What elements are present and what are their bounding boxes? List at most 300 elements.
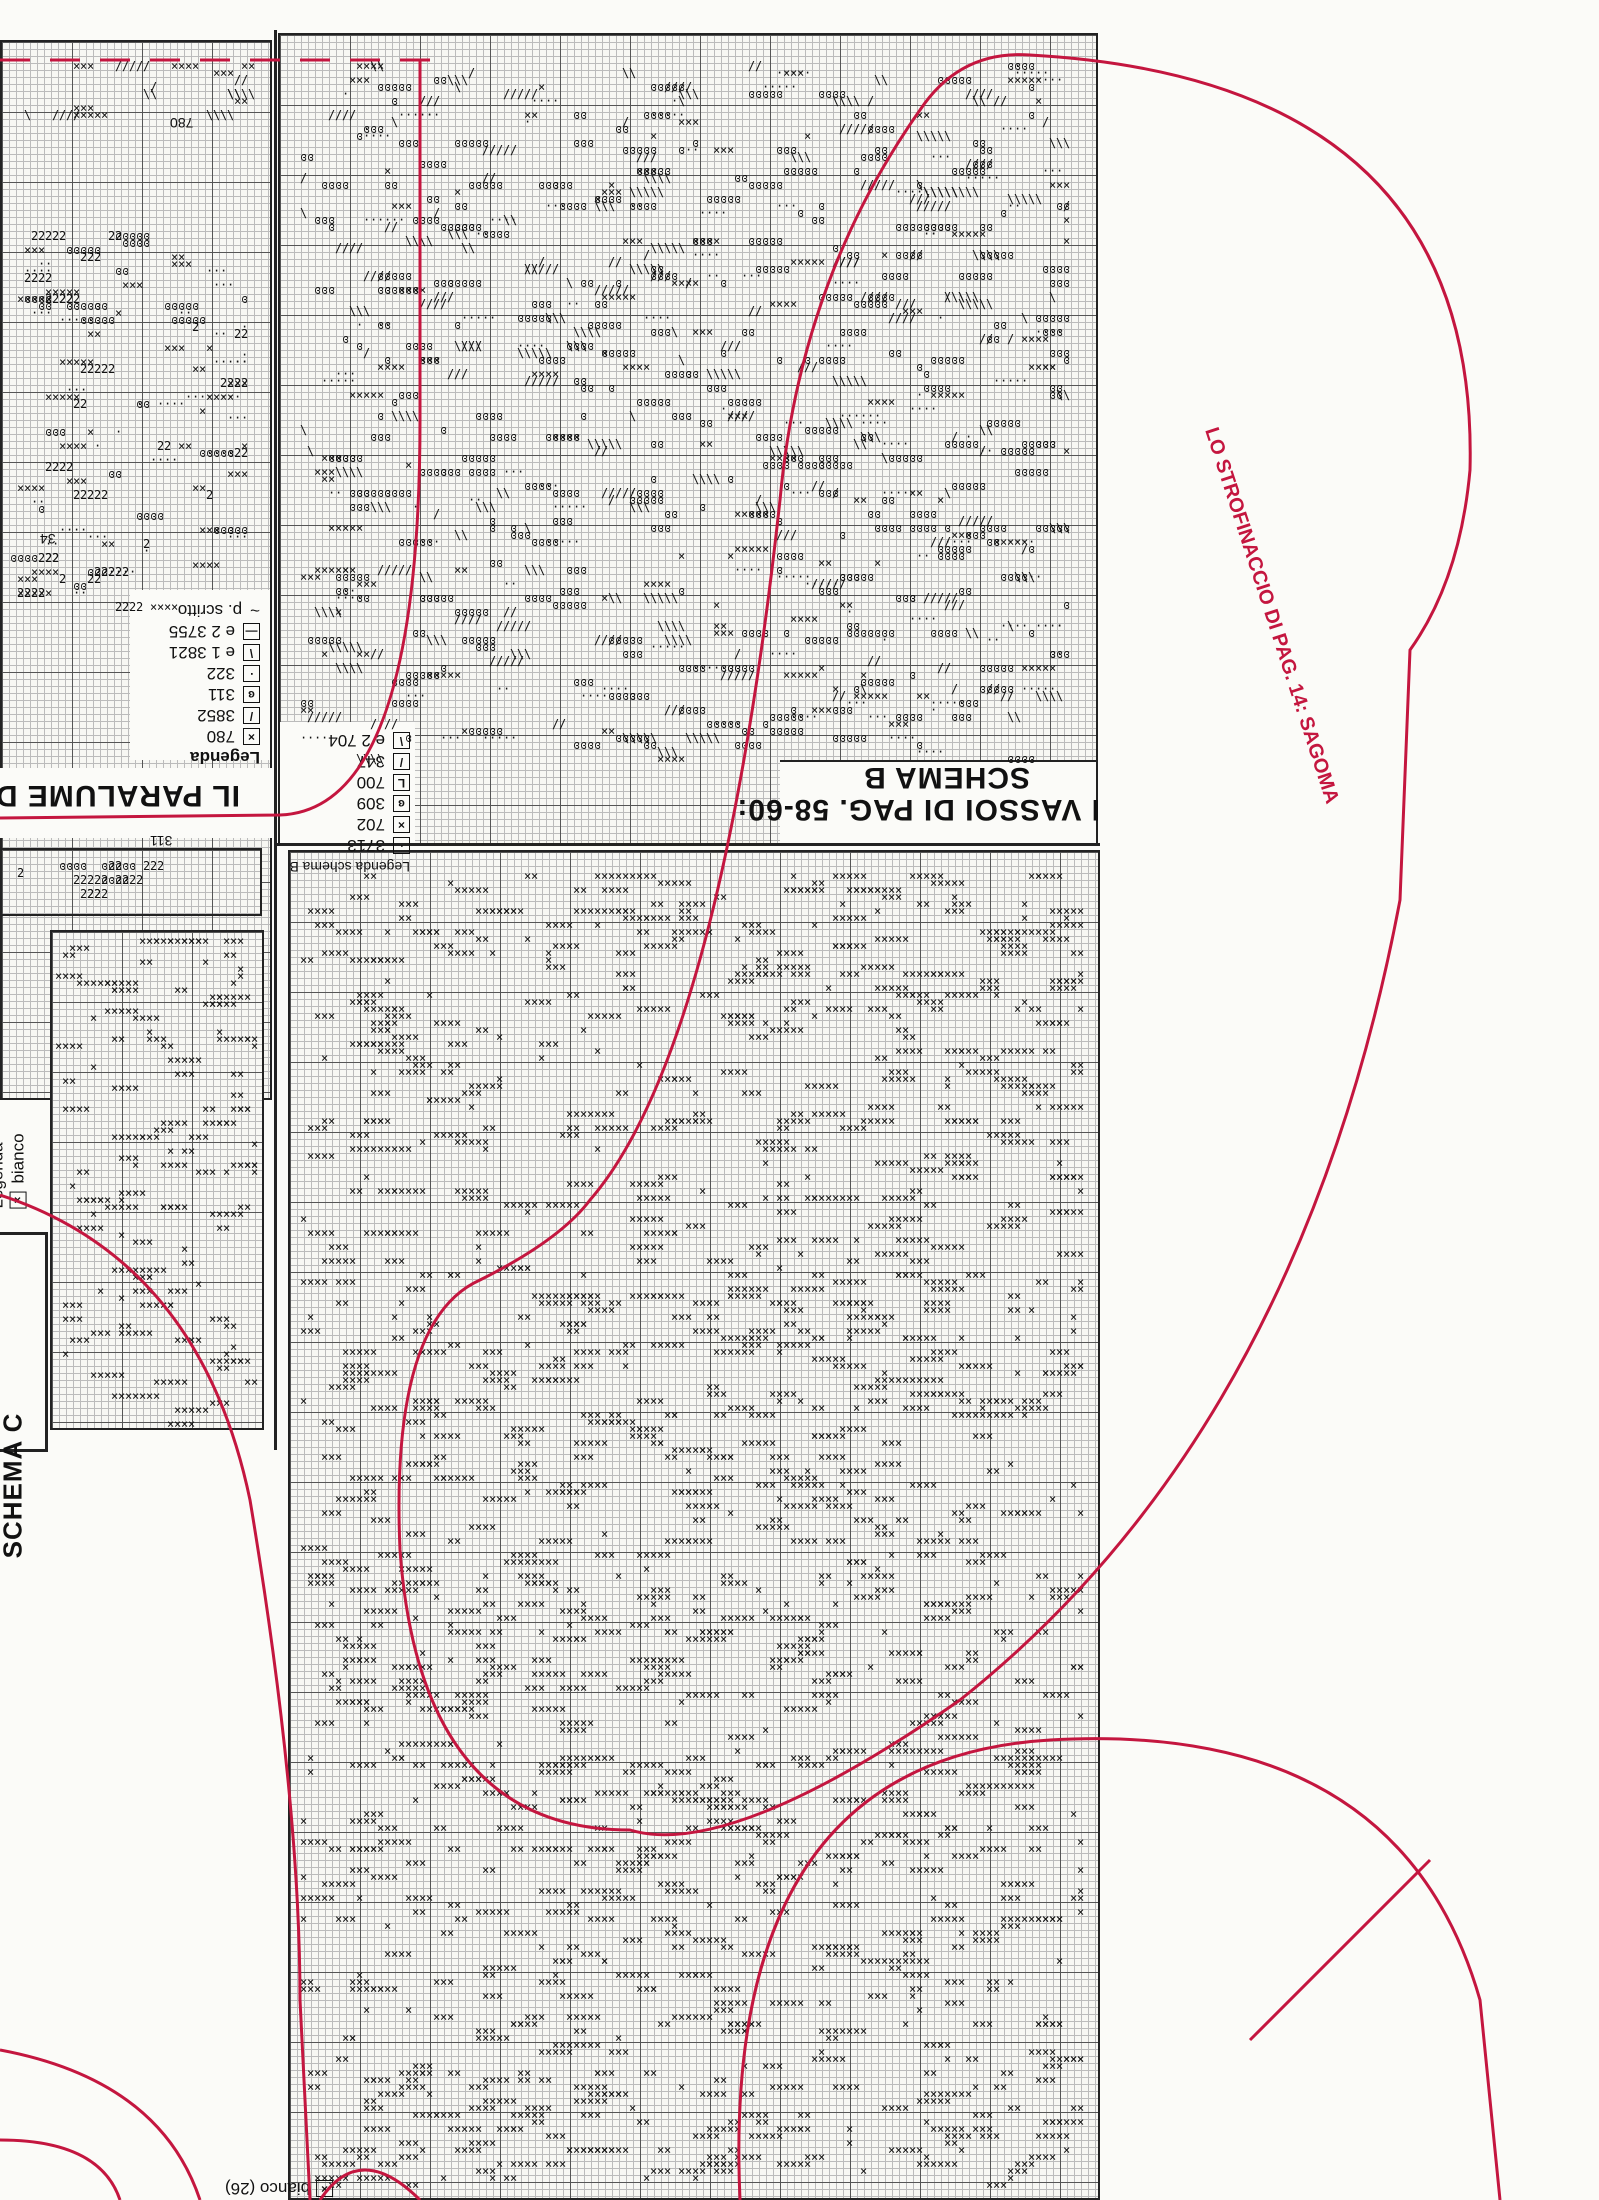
stitch-symbol: ɞ [1042,466,1049,478]
stitch-symbol: × [468,1192,475,1204]
stitch-symbol: × [937,1241,944,1253]
stitch-symbol: × [566,431,573,443]
stitch-symbol: × [622,1346,629,1358]
stitch-symbol: × [517,1556,524,1568]
stitch-symbol: × [1007,1304,1014,1316]
stitch-symbol: × [755,1521,762,1533]
stitch-symbol: × [1049,1591,1056,1603]
stitch-symbol: × [1021,947,1028,959]
stitch-symbol: × [797,1612,804,1624]
stitch-symbol: / [496,144,503,156]
stitch-symbol: / [1063,200,1070,212]
stitch-symbol: × [573,1633,580,1645]
stitch-symbol: ɞ [944,354,951,366]
stitch-symbol: × [804,1325,811,1337]
stitch-symbol: × [426,1094,433,1106]
stitch-symbol: × [559,1976,566,1988]
stitch-symbol: × [629,1892,636,1904]
stitch-symbol: × [349,74,356,86]
stitch-symbol: × [699,1969,706,1981]
stitch-symbol: ɞ [384,284,391,296]
stitch-symbol: × [874,884,881,896]
stitch-symbol: × [503,1787,510,1799]
stitch-symbol: \ [944,291,951,303]
stitch-symbol: \ [503,487,510,499]
stitch-symbol: × [398,1031,405,1043]
stitch-symbol: × [671,1073,678,1085]
stitch-symbol: × [783,1297,790,1309]
stitch-symbol: / [426,298,433,310]
stitch-symbol: × [874,1990,881,2002]
stitch-symbol: · [930,151,937,163]
stitch-symbol: × [783,1654,790,1666]
stitch-symbol: × [811,1283,818,1295]
stitch-symbol: × [468,1395,475,1407]
stitch-symbol: × [986,2109,993,2121]
stitch-symbol: × [685,1500,692,1512]
stitch-symbol: × [1049,1136,1056,1148]
stitch-symbol: × [615,1885,622,1897]
stitch-symbol: ɞ [769,179,776,191]
stitch-symbol: × [601,1626,608,1638]
stitch-symbol: · [699,207,706,219]
stitch-symbol: × [839,912,846,924]
stitch-symbol: × [566,1486,573,1498]
stitch-symbol: ɞ [769,508,776,520]
stitch-symbol: ɞ [944,550,951,562]
stitch-symbol: × [454,1395,461,1407]
stitch-symbol: ɞ [734,662,741,674]
stitch-symbol: / [391,221,398,233]
stitch-symbol: × [734,1066,741,1078]
stitch-symbol: × [1028,333,1035,345]
stitch-symbol: / [552,263,559,275]
stitch-symbol: ɞ [930,627,937,639]
stitch-symbol: ɞ [839,354,846,366]
stitch-symbol: × [517,1822,524,1834]
stitch-symbol: / [874,291,881,303]
stitch-symbol: × [937,1731,944,1743]
stitch-symbol: × [958,1997,965,2009]
stitch-symbol: × [363,74,370,86]
stitch-symbol: × [965,1115,972,1127]
stitch-symbol: × [580,1178,587,1190]
stitch-symbol: · [1049,683,1056,695]
stitch-symbol: × [853,1941,860,1953]
stitch-symbol: \ [524,263,531,275]
stitch-symbol: ɞ [419,592,426,604]
stitch-symbol: · [923,403,930,415]
stitch-symbol: × [461,1703,468,1715]
stitch-symbol: × [923,1710,930,1722]
stitch-symbol: ɞ [384,284,391,296]
stitch-symbol: × [608,186,615,198]
stitch-symbol: × [475,1584,482,1596]
stitch-symbol: ɞ [979,270,986,282]
stitch-symbol: × [909,1836,916,1848]
stitch-symbol: \ [1049,522,1056,534]
stitch-symbol: × [482,1136,489,1148]
stitch-symbol: × [517,1262,524,1274]
stitch-symbol: × [755,508,762,520]
stitch-symbol: ɞ [636,165,643,177]
stitch-symbol: × [300,1276,307,1288]
stitch-symbol: · [391,214,398,226]
stitch-symbol: × [377,1402,384,1414]
stitch-symbol: × [986,1052,993,1064]
stitch-symbol: × [776,1612,783,1624]
stitch-symbol: \ [629,263,636,275]
stitch-symbol: ɞ [867,431,874,443]
stitch-symbol: ɞ [405,697,412,709]
stitch-symbol: ɞ [650,522,657,534]
stitch-symbol: × [741,2025,748,2037]
stitch-symbol: × [573,1486,580,1498]
stitch-symbol: × [468,1696,475,1708]
stitch-symbol: / [944,200,951,212]
stitch-symbol: × [958,2144,965,2156]
stitch-symbol: \ [839,95,846,107]
stitch-symbol: · [1014,60,1021,72]
stitch-symbol: × [790,1871,797,1883]
stitch-symbol: × [377,1472,384,1484]
stitch-symbol: × [503,905,510,917]
stitch-symbol: × [587,1612,594,1624]
stitch-symbol: × [349,1493,356,1505]
stitch-symbol: \ [692,732,699,744]
stitch-symbol: × [958,1598,965,1610]
stitch-symbol: ɞ [433,74,440,86]
stitch-symbol: × [384,1605,391,1617]
stitch-symbol: × [825,1353,832,1365]
stitch-symbol: × [608,884,615,896]
stitch-symbol: × [1077,1605,1084,1617]
stitch-symbol: · [545,200,552,212]
stitch-symbol: × [587,1843,594,1855]
stitch-symbol: × [720,1346,727,1358]
stitch-symbol: × [916,1234,923,1246]
stitch-symbol: × [832,1500,839,1512]
stitch-symbol: × [510,2018,517,2030]
stitch-symbol: ɞ [671,81,678,93]
stitch-symbol: ɞ [342,571,349,583]
stitch-symbol: × [916,1927,923,1939]
stitch-symbol: × [398,1836,405,1848]
stitch-symbol: × [755,2116,762,2128]
stitch-symbol: × [944,2137,951,2149]
stitch-symbol: ɞ [650,109,657,121]
stitch-symbol: \ [1014,571,1021,583]
stitch-symbol: × [412,1563,419,1575]
stitch-symbol: × [811,669,818,681]
stitch-symbol: \ [713,732,720,744]
stitch-symbol: ɞ [384,270,391,282]
stitch-symbol: × [1056,1346,1063,1358]
stitch-symbol: ɞ [447,277,454,289]
stitch-symbol: ɞ [496,228,503,240]
stitch-symbol: × [923,989,930,1001]
stitch-symbol: × [475,1024,482,1036]
stitch-symbol: \ [594,200,601,212]
stitch-symbol: × [951,1507,958,1519]
stitch-symbol: × [874,1563,881,1575]
stitch-symbol: × [328,1843,335,1855]
stitch-symbol: × [580,1682,587,1694]
stitch-symbol: / [433,95,440,107]
stitch-symbol: × [475,2137,482,2149]
stitch-symbol: × [909,1745,916,1757]
stitch-symbol: × [468,1185,475,1197]
stitch-symbol: · [328,375,335,387]
stitch-symbol: · [384,130,391,142]
stitch-symbol: × [944,1822,951,1834]
stitch-symbol: · [839,410,846,422]
stitch-symbol: / [517,655,524,667]
stitch-symbol: × [916,1864,923,1876]
stitch-symbol: × [356,1038,363,1050]
stitch-symbol: × [622,1766,629,1778]
stitch-symbol: × [1014,1304,1021,1316]
stitch-symbol: × [545,2046,552,2058]
stitch-symbol: ɞ [783,550,790,562]
stitch-symbol: × [860,669,867,681]
stitch-symbol: × [930,1388,937,1400]
stitch-symbol: × [860,1955,867,1967]
stitch-symbol: × [748,1409,755,1421]
stitch-symbol: \ [503,214,510,226]
stitch-symbol: · [468,312,475,324]
stitch-symbol: ɞ [657,326,664,338]
stitch-symbol: × [846,1192,853,1204]
stitch-symbol: × [797,1759,804,1771]
stitch-symbol: × [909,1990,916,2002]
stitch-symbol: × [475,1696,482,1708]
stitch-symbol: × [643,1549,650,1561]
stitch-symbol: \ [881,74,888,86]
stitch-symbol: × [650,1549,657,1561]
stitch-symbol: × [657,1850,664,1862]
stitch-symbol: × [888,1311,895,1323]
stitch-symbol: · [874,711,881,723]
stitch-symbol: · [552,501,559,513]
stitch-symbol: × [615,1087,622,1099]
stitch-symbol: ɞ [699,662,706,674]
stitch-symbol: ɞ [587,319,594,331]
stitch-symbol: ɞ [377,410,384,422]
stitch-symbol: ɞ [573,487,580,499]
stitch-symbol: × [762,1794,769,1806]
stitch-symbol: × [958,1388,965,1400]
stitch-symbol: × [748,2018,755,2030]
stitch-symbol: × [657,877,664,889]
stitch-symbol: / [377,648,384,660]
stitch-symbol: ɞ [881,291,888,303]
stitch-symbol: × [559,1486,566,1498]
stitch-symbol: ɞ [580,410,587,422]
stitch-symbol: · [699,249,706,261]
stitch-symbol: × [314,1619,321,1631]
stitch-symbol: × [1063,179,1070,191]
stitch-symbol: × [419,1458,426,1470]
stitch-symbol: × [349,926,356,938]
stitch-symbol: × [1021,662,1028,674]
stitch-symbol: ɞ [846,249,853,261]
stitch-symbol: × [517,1549,524,1561]
stitch-symbol: / [524,263,531,275]
stitch-symbol: · [979,445,986,457]
stitch-symbol: × [916,968,923,980]
stitch-symbol: × [755,961,762,973]
stitch-symbol: \ [657,186,664,198]
stitch-symbol: \ [349,466,356,478]
stitch-symbol: · [776,67,783,79]
stitch-symbol: ɞ [692,662,699,674]
stitch-symbol: ɞ [741,662,748,674]
stitch-symbol: × [671,1717,678,1729]
stitch-symbol: ɞ [853,571,860,583]
stitch-symbol: × [321,1010,328,1022]
stitch-symbol: × [468,2137,475,2149]
stitch-symbol: × [804,669,811,681]
stitch-symbol: ɞ [314,284,321,296]
stitch-symbol: × [1021,996,1028,1008]
stitch-symbol: · [769,648,776,660]
stitch-symbol: ɞ [349,487,356,499]
stitch-symbol: × [923,1150,930,1162]
stitch-symbol: / [965,158,972,170]
stitch-symbol: × [685,1535,692,1547]
stitch-symbol: × [1028,2046,1035,2058]
stitch-symbol: × [559,1885,566,1897]
stitch-symbol: × [370,1227,377,1239]
stitch-symbol: × [622,905,629,917]
stitch-symbol: ɞ [867,123,874,135]
stitch-symbol: ɞ [489,431,496,443]
stitch-symbol: × [769,1297,776,1309]
stitch-symbol: × [398,1066,405,1078]
stitch-symbol: × [783,1871,790,1883]
stitch-symbol: × [881,891,888,903]
stitch-symbol: × [685,1311,692,1323]
stitch-symbol: ɞ [608,690,615,702]
stitch-symbol: ɞ [482,466,489,478]
stitch-symbol: × [741,1339,748,1351]
stitch-symbol: ɞ [888,494,895,506]
stitch-symbol: \ [678,88,685,100]
stitch-symbol: × [671,1409,678,1421]
stitch-symbol: × [321,473,328,485]
stitch-symbol: × [916,1647,923,1659]
stitch-symbol: × [510,1430,517,1442]
stitch-symbol: × [503,1430,510,1442]
stitch-symbol: × [979,2130,986,2142]
stitch-symbol: × [622,982,629,994]
stitch-symbol: × [1056,1913,1063,1925]
stitch-symbol: ɞ [1000,207,1007,219]
stitch-symbol: × [335,606,342,618]
stitch-symbol: \ [363,753,370,765]
stitch-symbol: \ [580,326,587,338]
stitch-symbol: × [1035,1101,1042,1113]
stitch-symbol: × [972,1045,979,1057]
stitch-symbol: × [496,905,503,917]
stitch-symbol: × [370,1640,377,1652]
stitch-symbol: × [909,1045,916,1057]
stitch-symbol: × [769,1906,776,1918]
stitch-symbol: ɞ [734,396,741,408]
stitch-symbol: × [363,1472,370,1484]
stitch-symbol: ɞ [643,109,650,121]
stitch-symbol: × [1035,1752,1042,1764]
stitch-symbol: × [328,1241,335,1253]
stitch-symbol: × [342,1493,349,1505]
stitch-symbol: / [496,655,503,667]
stitch-symbol: × [622,1360,629,1372]
stitch-symbol: ɞ [1056,648,1063,660]
stitch-symbol: × [370,1605,377,1617]
stitch-symbol: × [335,2158,342,2170]
stitch-symbol: × [594,1612,601,1624]
stitch-symbol: × [783,1178,790,1190]
stitch-symbol: / [538,375,545,387]
stitch-symbol: × [622,1416,629,1428]
stitch-symbol: × [979,228,986,240]
stitch-symbol: ɞ [1049,312,1056,324]
stitch-symbol: × [1042,2060,1049,2072]
stitch-symbol: × [825,1451,832,1463]
stitch-symbol: × [762,1157,769,1169]
stitch-symbol: × [370,1402,377,1414]
stitch-symbol: ɞ [839,88,846,100]
stitch-symbol: × [902,1073,909,1085]
stitch-symbol: × [727,410,734,422]
stitch-symbol: × [839,1899,846,1911]
stitch-symbol: × [783,1304,790,1316]
stitch-symbol: / [832,578,839,590]
stitch-symbol: × [321,1052,328,1064]
stitch-symbol: × [741,2025,748,2037]
stitch-symbol: / [993,95,1000,107]
stitch-symbol: × [769,1479,776,1491]
stitch-symbol: × [391,1983,398,1995]
stitch-symbol: \ [755,501,762,513]
stitch-symbol: \ [790,445,797,457]
stitch-symbol: × [741,2109,748,2121]
stitch-symbol: × [552,1374,559,1386]
stitch-symbol: × [307,1766,314,1778]
stitch-symbol: × [1021,1073,1028,1085]
stitch-symbol: · [1035,683,1042,695]
stitch-symbol: ɞ [692,704,699,716]
stitch-symbol: × [538,1374,545,1386]
stitch-symbol: × [433,1780,440,1792]
stitch-symbol: ɞ [965,480,972,492]
stitch-symbol: ɞ [608,347,615,359]
stitch-symbol: / [895,298,902,310]
stitch-symbol: × [930,1549,937,1561]
stitch-symbol: × [783,961,790,973]
stitch-symbol: \ [447,228,454,240]
stitch-symbol: ɞ [356,130,363,142]
stitch-symbol: × [706,2130,713,2142]
stitch-symbol: × [636,1059,643,1071]
stitch-symbol: × [601,1752,608,1764]
stitch-symbol: × [447,1269,454,1281]
stitch-symbol: ɞ [1007,683,1014,695]
stitch-symbol: × [853,690,860,702]
stitch-symbol: × [958,1535,965,1547]
stitch-symbol: ɞ [1000,571,1007,583]
